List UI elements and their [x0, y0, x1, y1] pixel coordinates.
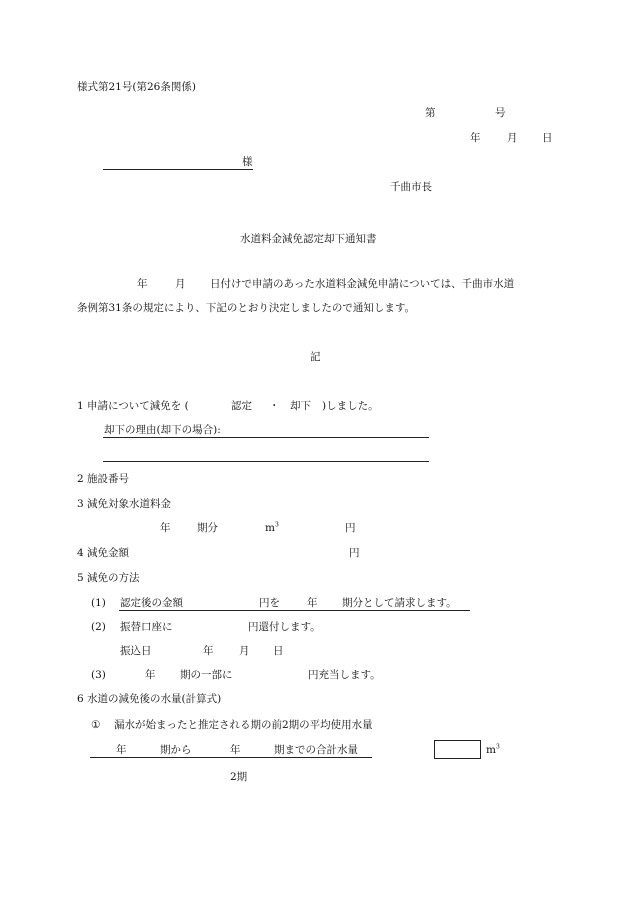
formula-unit: $m^3$	[486, 743, 500, 756]
doc-no-go: 号	[495, 107, 506, 119]
body-month: 月	[175, 278, 186, 290]
item1-approve: 認定	[231, 400, 252, 412]
formula-denominator: 2期	[230, 771, 248, 783]
item4-unit-yen: 円	[349, 547, 360, 559]
addressee-underline	[103, 169, 253, 170]
formula-until: 期までの合計水量	[274, 744, 358, 756]
item2-label: 2 施設番号	[77, 473, 130, 485]
body-line1: 日付けで申請のあった水道料金減免申請については、千曲市水道	[210, 278, 515, 290]
method3-year: 年	[145, 669, 156, 681]
formula-fraction-bar	[90, 757, 372, 758]
item3-label: 3 減免対象水道料金	[77, 498, 172, 510]
item1-reject: 却下	[290, 400, 311, 412]
formula-year1: 年	[116, 744, 127, 756]
method3-no: (3)	[91, 669, 106, 681]
date-year: 年	[470, 132, 481, 144]
method3-b: 円充当します。	[308, 669, 381, 681]
method2-b: 円還付します。	[248, 621, 321, 633]
reject-reason-label: 却下の理由(却下の場合):	[104, 424, 221, 436]
date-day: 日	[542, 132, 553, 144]
item3-unit-m3: $m^3$	[265, 521, 279, 534]
addressee-suffix: 様	[242, 156, 253, 168]
reject-reason-line-2	[103, 461, 429, 462]
method2-a: 振替口座に	[120, 621, 173, 633]
item4-label: 4 減免金額	[77, 547, 130, 559]
result-value-box[interactable]	[434, 740, 481, 759]
method1-no: (1)	[91, 597, 106, 609]
method2-month: 月	[239, 645, 250, 657]
issuer: 千曲市長	[390, 181, 432, 193]
item3-year: 年	[160, 522, 171, 534]
method1-underline	[119, 610, 470, 611]
form-id: 様式第21号(第26条関係)	[77, 81, 196, 93]
item6-label: 6 水道の減免後の水量(計算式)	[77, 693, 222, 705]
ki-heading: 記	[310, 351, 321, 363]
date-month: 月	[507, 132, 518, 144]
method1-d: 期分として請求します。	[342, 597, 457, 609]
body-line2: 条例第31条の規定により、下記のとおり決定しましたので通知します。	[77, 302, 416, 314]
method1-c: 年	[307, 597, 318, 609]
reject-reason-line-1	[103, 437, 429, 438]
formula-year2: 年	[230, 744, 241, 756]
doc-no-dai: 第	[425, 107, 436, 119]
item1-close: )しました。	[322, 400, 379, 412]
body-year: 年	[137, 278, 148, 290]
method1-b: 円を	[259, 597, 280, 609]
item5-label: 5 減免の方法	[77, 572, 140, 584]
calc1-text: 漏水が始まったと推定される期の前2期の平均使用水量	[114, 719, 373, 731]
item3-period: 期分	[197, 522, 218, 534]
method2-date-label: 振込日	[120, 645, 152, 657]
method2-no: (2)	[91, 621, 106, 633]
calc1-no: ①	[91, 719, 101, 731]
method2-year: 年	[203, 645, 214, 657]
method3-a: 期の一部に	[180, 669, 233, 681]
method2-day: 日	[273, 645, 284, 657]
item1-dot: ・	[269, 400, 280, 412]
method1-a: 認定後の金額	[120, 597, 183, 609]
item3-unit-yen: 円	[345, 522, 356, 534]
formula-from: 期から	[160, 744, 192, 756]
document-title: 水道料金減免認定却下通知書	[240, 233, 377, 245]
item1-label: 1 申請について減免を (	[77, 400, 189, 412]
